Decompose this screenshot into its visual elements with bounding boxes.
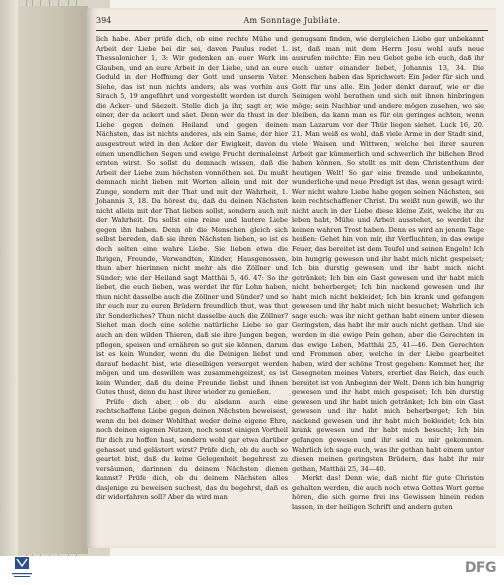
header-rule (96, 30, 488, 31)
franckesche-stiftungen-logo (10, 557, 34, 581)
running-title: Am Sonntage Jubilate. (243, 16, 341, 25)
left-paragraph-1: lich habe. Aber prüfe dich, ob eine rechte Mühe und Arbeit der Liebe bei dir sei, davon Paulus redet 1. Thessalonicher 1, 3: Wir gedenken an euer Werk im Glauben, und an eure Arbeit in der Liebe, und an eure Geduld in der Hoffnung der Gott und unserm Vater. Siehe, das ist nun nichts anders, als was vorhin aus Sirach 5, 19 angeführt und vorgestellt worden ist durch die Acker- und Säezeit. Stelle dich ja ihr, sagt er, wie einer, der da ackert und säet. Denn wer da thust in der Liebe gegen deinen Heiland und gegen deinen Nächsten, das ist nichts anderes, als ein Same, der hier ausgestreut wird in den Acker der Ewigkeit, davon du einen unendlichen Segen und ewige Frucht dermaleinst ernten wirst. So sollst du demnach wissen, daß die Arbeit der Liebe zum höchsten vonnöthen sei. Du mußt demnach nicht lieben mit Worten allein und mit der Zunge, sondern mit der That und mit der Wahrheit, 1. Johannis 3, 18. Da hörest du, daß du deinen Nächsten nicht allein mit der That lieben sollst, sondern auch mit der Wahrheit. Du sollst eine reine und lautere Liebe gegen ihn haben. Denn ob die Menschen gleich sich selbst bereden, daß sie ihren Nächsten lieben, so ist es doch selten eine wahre Liebe. Sie lieben etwa die Ihrigen, Freunde, Verwandten, Kinder, Hausgenossen, thun aber hierinnen nicht mehr als die Zöllner und Sünder; wie der Heiland sagt Matthäi 5, 46. 47: So ihr liebet, die euch lieben, was werdet ihr für Lohn haben, thun nicht dasselbe auch die Zöllner und Sünder? und so ihr euch nur zu euren Brüdern freundlich thut, was thut ihr Sonderliches? Thun nicht dasselbe auch die Zöllner? Siehet man doch eine solche natürliche Liebe so gar auch an den wilden Thieren, daß sie ihre Jungen begen, pflegen, speisen und ernähren so gut sie können, darum ist es kein Wunder, wenn du die Deinigen liebst und darauf bedacht bist, wie dieselbigen versorget werden mögen und um deswillen was zusammengeizest, es ist kein Wunder, daß du deine Freunde liebst und ihnen Gutes thust, denn du hast ihrer wieder zu genießen. (96, 35, 288, 397)
book-page (86, 8, 496, 548)
page-header (96, 16, 488, 30)
viewer-footer (0, 556, 504, 584)
left-paragraph-2: Prüfe dich aber, ob du alsdann auch eine rechtschaffene Liebe gegen deinen Nächsten beweisest, wenn du bei deiner Wohlthat weder deine eigene Ehre, noch deinen eigenen Nutzen, noch sonst einigen Vortheil für dich zu hoffen hast, sondern wohl gar etwa darüber gehasset und gelästert wirst? Prüfe dich, ob du auch so geartet bist, daß du keine Gelegenheit begehrest zu versäumen, darinnen du deinem Nächsten dienen kannst? Prüfe dich, ob du deinem Nächsten alles dasjenige zu beweisen suchest, das du begehrst, daß es dir widerfahren soll? Aber da wird man (96, 397, 288, 502)
left-text-column (96, 35, 288, 503)
dfg-logo: DFG (464, 560, 496, 576)
right-text-column (292, 35, 484, 512)
right-paragraph-2: Merkt das! Denn wie, daß nicht für gute Christen gehalten werden, die auch noch etwa Gottes Wort gerne hören, die sich gerne frei ins Gewissen hinein reden lassen, in der heiligen Schrift und andern guten (292, 474, 484, 511)
page-number: 394 (96, 16, 112, 25)
book-cover-edge (0, 0, 18, 556)
right-paragraph-1: genugsam finden, wie dergleichen Liebe gar unbekannt ist, daß man mit dem Herrn Jesu wohl aufs neue ausrufen möchte: Ein neu Gebot gebe ich euch, daß ihr euch unter einander liebet, Johannis 13, 34. Die Menschen haben das Sprichwort: Ein Jeder für sich und Gott für uns alle. Ein Jeder denkt darauf, wie er die Seinigen wohl berathen und sich mit ihnen hinbringen möge; sein Nachbar und andere mögen zusehen, wo sie bleiben, da kann man es für ein geringes achten, wenn man Lazarum vor der Thür liegen siehet. Luck 16, 20. 21. Man weiß es wohl, daß viele Arme in der Stadt sind, viele Waisen und Wittwen, welche bei ihrer sauren Arbeit gar kümmerlich und schwerlich ihr bißchen Brod haben können. So stellt es mit dem Christenthum der heutigen Welt! So gar eine fremde und unbekannte, wunderliche und neue Predigt ist das, wenn gesagt wird: Wer nicht wahre Liebe habe gegen seinen Nächsten, sei kein rechtschaffener Christ. Du weißt nun gewiß, wo ihr nicht auch in der Liebe diese kleine Zeit, welche ihr zu leben habt, Mühe und Arbeit ausstehet, so werdet ihr keinen wahren Trost haben. Denn es wird an jenem Tage heißen: Gehet hin von mir, ihr Verfluchten, in das ewige Feuer, das bereitet ist dem Teufel und seinen Engeln! Ich bin hungrig gewesen und ihr habt mich nicht gespeiset; Ich bin durstig gewesen und ihr habt mich nicht getränket; Ich bin ein Gast gewesen und ihr habt mich nicht beherberget; Ich bin nackend gewesen und ihr habt mich nicht bekleidet; Ich bin krank und gefangen gewesen und ihr habt mich nicht besuchet; Wahrlich ich sage euch: was ihr nicht gethan habt einem unter diesen Geringsten, das habt ihr mir auch nicht gethan. Und sie werden in die ewige Pein gehen, aber die Gerechten in das ewige Leben, Matthäi 25, 41—46. Den Gerechten und Frommen aber, welche in der Liebe gearbeitet haben, wird der schöne Trost gegeben: Kommet her, ihr Gesegneten meines Vaters, ererbet das Reich, das euch bereitet ist von Anbeginn der Welt. Denn ich bin hungrig gewesen und ihr habt mich gespeiset; Ich bin durstig gewesen und ihr habt mich getränket; Ich bin ein Gast gewesen und ihr habt mich beherberget; Ich bin nackend gewesen und ihr habt mich bekleidet; Ich bin krank gewesen und ihr habt mich besucht; Ich bin gefangen gewesen und ihr seid zu mir gekommen. Wahrlich ich sage euch, was ihr gethan habt einem unter diesen meinen geringsten Brüdern, das habt ihr mir gethan, Matthäi 25, 34—40. (292, 35, 484, 473)
book-gutter (18, 6, 88, 554)
